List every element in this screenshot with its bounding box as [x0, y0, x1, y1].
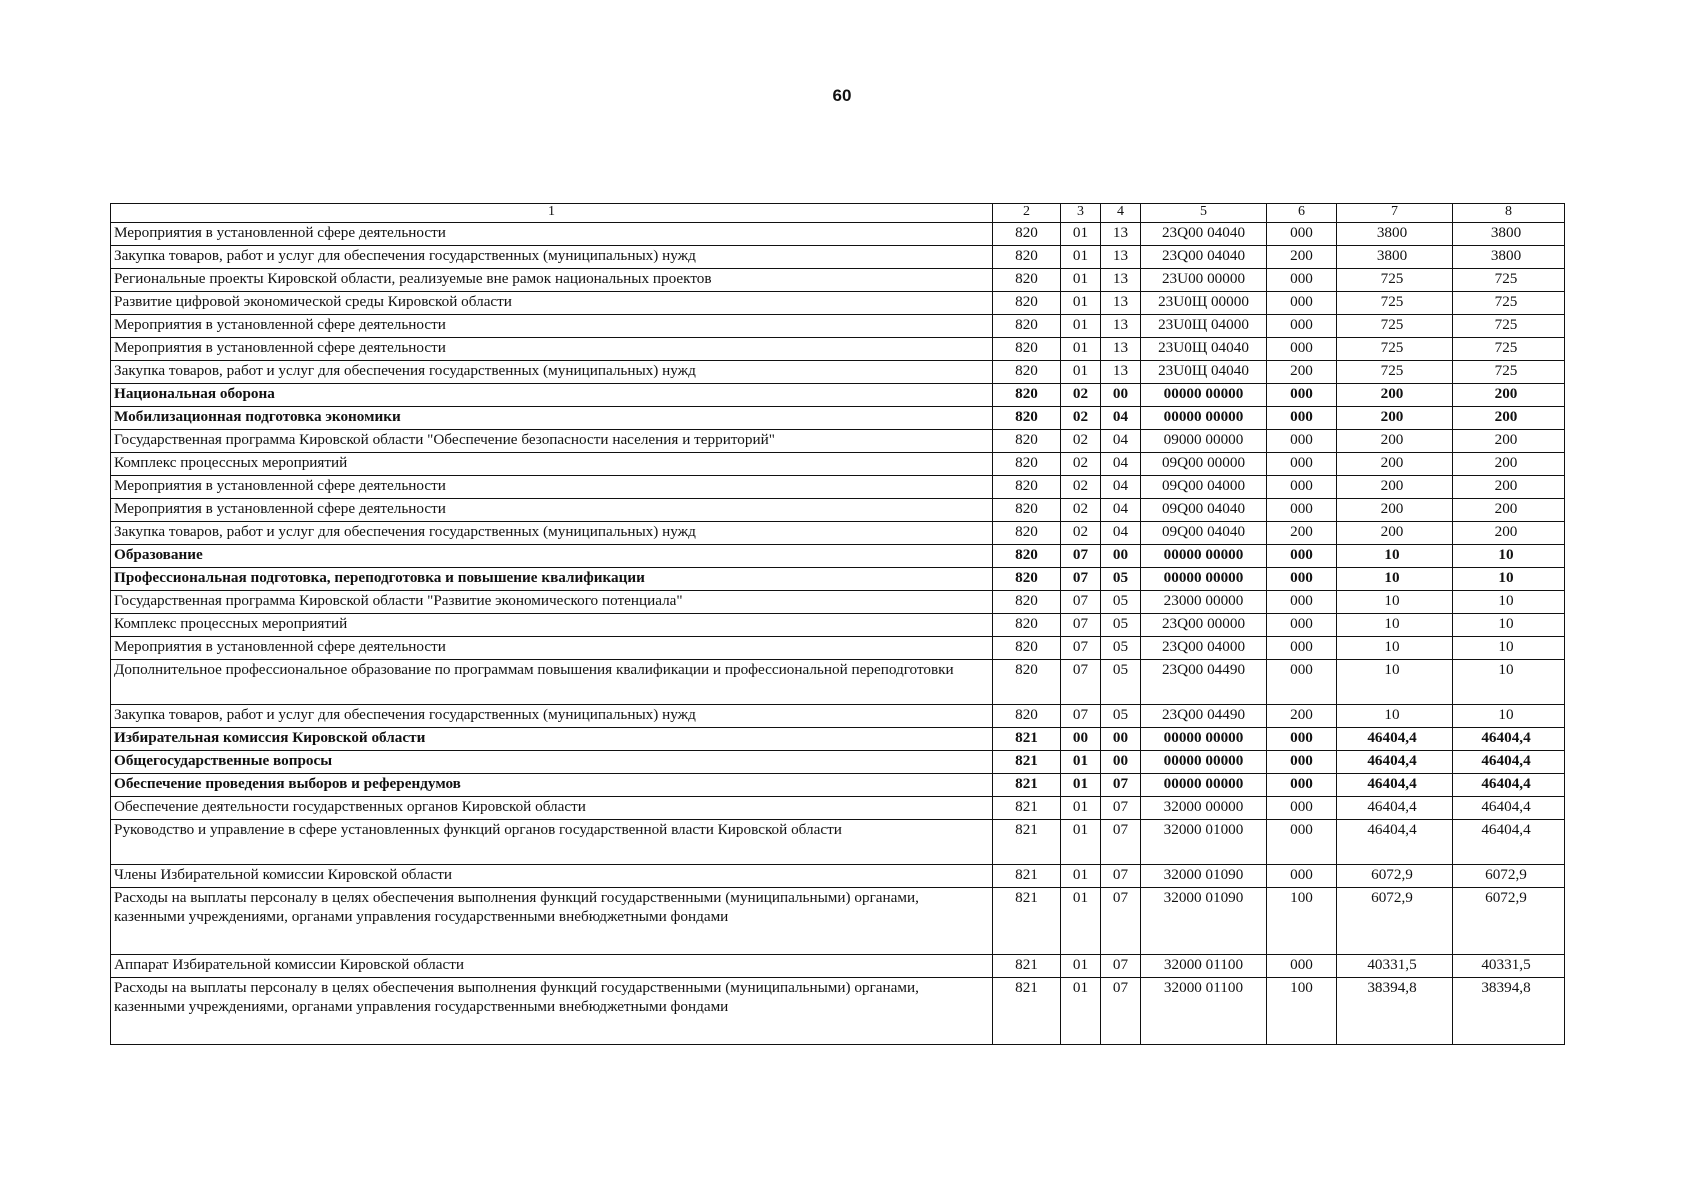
section-code-cell: 01 — [1061, 292, 1101, 315]
amount-col8-cell: 6072,9 — [1453, 865, 1565, 888]
table-body — [111, 204, 1565, 1045]
section-code-cell: 01 — [1061, 361, 1101, 384]
row-name-cell: Мероприятия в установленной сфере деятельности — [111, 315, 993, 338]
column-number-cell: 2 — [993, 204, 1061, 223]
subsection-code-cell: 00 — [1101, 384, 1141, 407]
ministry-code-cell: 820 — [993, 407, 1061, 430]
section-code-cell: 01 — [1061, 820, 1101, 865]
section-code-cell: 02 — [1061, 384, 1101, 407]
amount-col7-cell: 10 — [1337, 614, 1453, 637]
ministry-code-cell: 820 — [993, 246, 1061, 269]
row-name-cell: Обеспечение деятельности государственных органов Кировской области — [111, 797, 993, 820]
target-article-cell: 23000 00000 — [1141, 591, 1267, 614]
row-name-cell: Закупка товаров, работ и услуг для обеспечения государственных (муниципальных) нужд — [111, 705, 993, 728]
target-article-cell: 00000 00000 — [1141, 545, 1267, 568]
subsection-code-cell: 13 — [1101, 246, 1141, 269]
expense-type-cell: 000 — [1267, 591, 1337, 614]
ministry-code-cell: 821 — [993, 797, 1061, 820]
target-article-cell: 23U0Щ 04040 — [1141, 361, 1267, 384]
section-code-cell: 01 — [1061, 978, 1101, 1045]
expense-type-cell: 000 — [1267, 751, 1337, 774]
section-code-cell: 07 — [1061, 568, 1101, 591]
subsection-code-cell: 05 — [1101, 591, 1141, 614]
amount-col7-cell: 200 — [1337, 384, 1453, 407]
amount-col8-cell: 3800 — [1453, 223, 1565, 246]
target-article-cell: 23Q00 00000 — [1141, 614, 1267, 637]
column-number-cell: 8 — [1453, 204, 1565, 223]
row-name-cell: Развитие цифровой экономической среды Кировской области — [111, 292, 993, 315]
ministry-code-cell: 820 — [993, 476, 1061, 499]
ministry-code-cell: 820 — [993, 384, 1061, 407]
row-name-cell: Комплекс процессных мероприятий — [111, 453, 993, 476]
section-code-cell: 02 — [1061, 499, 1101, 522]
row-name-cell: Члены Избирательной комиссии Кировской области — [111, 865, 993, 888]
section-code-cell: 01 — [1061, 888, 1101, 955]
amount-col7-cell: 10 — [1337, 568, 1453, 591]
expense-type-cell: 000 — [1267, 865, 1337, 888]
amount-col7-cell: 46404,4 — [1337, 728, 1453, 751]
expense-type-cell: 000 — [1267, 430, 1337, 453]
row-name-cell: Профессиональная подготовка, переподготовка и повышение квалификации — [111, 568, 993, 591]
subsection-code-cell: 13 — [1101, 292, 1141, 315]
subsection-code-cell: 05 — [1101, 705, 1141, 728]
amount-col8-cell: 200 — [1453, 453, 1565, 476]
subsection-code-cell: 07 — [1101, 955, 1141, 978]
subsection-code-cell: 07 — [1101, 774, 1141, 797]
subsection-code-cell: 04 — [1101, 430, 1141, 453]
amount-col7-cell: 46404,4 — [1337, 797, 1453, 820]
column-number-cell: 6 — [1267, 204, 1337, 223]
ministry-code-cell: 821 — [993, 728, 1061, 751]
row-name-cell: Мероприятия в установленной сфере деятельности — [111, 338, 993, 361]
amount-col7-cell: 725 — [1337, 315, 1453, 338]
section-code-cell: 01 — [1061, 338, 1101, 361]
table-row — [111, 223, 1565, 246]
target-article-cell: 32000 00000 — [1141, 797, 1267, 820]
target-article-cell: 00000 00000 — [1141, 407, 1267, 430]
amount-col8-cell: 200 — [1453, 499, 1565, 522]
subsection-code-cell: 04 — [1101, 499, 1141, 522]
section-code-cell: 02 — [1061, 476, 1101, 499]
column-number-cell: 1 — [111, 204, 993, 223]
row-name-cell: Закупка товаров, работ и услуг для обеспечения государственных (муниципальных) нужд — [111, 522, 993, 545]
subsection-code-cell: 13 — [1101, 269, 1141, 292]
table-row — [111, 955, 1565, 978]
subsection-code-cell: 07 — [1101, 865, 1141, 888]
amount-col7-cell: 46404,4 — [1337, 774, 1453, 797]
row-name-cell: Закупка товаров, работ и услуг для обеспечения государственных (муниципальных) нужд — [111, 361, 993, 384]
section-code-cell: 01 — [1061, 865, 1101, 888]
table-row — [111, 888, 1565, 955]
section-code-cell: 01 — [1061, 955, 1101, 978]
amount-col8-cell: 3800 — [1453, 246, 1565, 269]
amount-col8-cell: 725 — [1453, 361, 1565, 384]
table-row — [111, 568, 1565, 591]
ministry-code-cell: 821 — [993, 751, 1061, 774]
table-row — [111, 614, 1565, 637]
expense-type-cell: 100 — [1267, 978, 1337, 1045]
amount-col7-cell: 725 — [1337, 269, 1453, 292]
ministry-code-cell: 820 — [993, 338, 1061, 361]
expense-type-cell: 200 — [1267, 361, 1337, 384]
amount-col8-cell: 725 — [1453, 269, 1565, 292]
ministry-code-cell: 821 — [993, 978, 1061, 1045]
amount-col7-cell: 10 — [1337, 705, 1453, 728]
table-row — [111, 499, 1565, 522]
section-code-cell: 02 — [1061, 453, 1101, 476]
amount-col8-cell: 46404,4 — [1453, 728, 1565, 751]
table-row — [111, 246, 1565, 269]
amount-col7-cell: 200 — [1337, 499, 1453, 522]
expense-type-cell: 000 — [1267, 223, 1337, 246]
amount-col8-cell: 38394,8 — [1453, 978, 1565, 1045]
expense-type-cell: 000 — [1267, 269, 1337, 292]
ministry-code-cell: 820 — [993, 223, 1061, 246]
section-code-cell: 01 — [1061, 774, 1101, 797]
table-row — [111, 315, 1565, 338]
table-row — [111, 591, 1565, 614]
table-row — [111, 820, 1565, 865]
amount-col7-cell: 200 — [1337, 476, 1453, 499]
expense-type-cell: 000 — [1267, 453, 1337, 476]
section-code-cell: 02 — [1061, 522, 1101, 545]
target-article-cell: 00000 00000 — [1141, 728, 1267, 751]
amount-col7-cell: 46404,4 — [1337, 751, 1453, 774]
expense-type-cell: 000 — [1267, 660, 1337, 705]
amount-col8-cell: 10 — [1453, 568, 1565, 591]
target-article-cell: 09Q00 04000 — [1141, 476, 1267, 499]
table-row — [111, 978, 1565, 1045]
row-name-cell: Общегосударственные вопросы — [111, 751, 993, 774]
row-name-cell: Комплекс процессных мероприятий — [111, 614, 993, 637]
amount-col8-cell: 725 — [1453, 315, 1565, 338]
column-number-cell: 3 — [1061, 204, 1101, 223]
row-name-cell: Мероприятия в установленной сфере деятельности — [111, 223, 993, 246]
table-row — [111, 705, 1565, 728]
target-article-cell: 09Q00 00000 — [1141, 453, 1267, 476]
amount-col7-cell: 38394,8 — [1337, 978, 1453, 1045]
section-code-cell: 07 — [1061, 705, 1101, 728]
section-code-cell: 01 — [1061, 223, 1101, 246]
subsection-code-cell: 13 — [1101, 315, 1141, 338]
target-article-cell: 09Q00 04040 — [1141, 522, 1267, 545]
amount-col7-cell: 200 — [1337, 522, 1453, 545]
target-article-cell: 23U00 00000 — [1141, 269, 1267, 292]
section-code-cell: 01 — [1061, 797, 1101, 820]
expense-type-cell: 000 — [1267, 797, 1337, 820]
amount-col8-cell: 40331,5 — [1453, 955, 1565, 978]
row-name-cell: Расходы на выплаты персоналу в целях обеспечения выполнения функций государственными (муниципальными) органами, казенными учреждениями, органами управления государственными внебюджетными фондами — [111, 888, 993, 955]
subsection-code-cell: 05 — [1101, 614, 1141, 637]
amount-col8-cell: 10 — [1453, 545, 1565, 568]
expense-type-cell: 000 — [1267, 407, 1337, 430]
table-row — [111, 660, 1565, 705]
row-name-cell: Национальная оборона — [111, 384, 993, 407]
subsection-code-cell: 13 — [1101, 223, 1141, 246]
table-row — [111, 522, 1565, 545]
target-article-cell: 23Q00 04040 — [1141, 246, 1267, 269]
table-row — [111, 476, 1565, 499]
expense-type-cell: 200 — [1267, 522, 1337, 545]
amount-col8-cell: 725 — [1453, 292, 1565, 315]
ministry-code-cell: 821 — [993, 774, 1061, 797]
amount-col7-cell: 10 — [1337, 660, 1453, 705]
ministry-code-cell: 820 — [993, 591, 1061, 614]
ministry-code-cell: 820 — [993, 545, 1061, 568]
subsection-code-cell: 00 — [1101, 751, 1141, 774]
subsection-code-cell: 00 — [1101, 545, 1141, 568]
expense-type-cell: 000 — [1267, 384, 1337, 407]
row-name-cell: Обеспечение проведения выборов и референдумов — [111, 774, 993, 797]
ministry-code-cell: 820 — [993, 292, 1061, 315]
section-code-cell: 02 — [1061, 407, 1101, 430]
row-name-cell: Государственная программа Кировской области "Обеспечение безопасности населения и территорий" — [111, 430, 993, 453]
budget-table — [110, 203, 1565, 1045]
row-name-cell: Аппарат Избирательной комиссии Кировской области — [111, 955, 993, 978]
amount-col8-cell: 10 — [1453, 637, 1565, 660]
ministry-code-cell: 820 — [993, 430, 1061, 453]
target-article-cell: 23Q00 04490 — [1141, 705, 1267, 728]
table-row — [111, 751, 1565, 774]
ministry-code-cell: 820 — [993, 315, 1061, 338]
row-name-cell: Дополнительное профессиональное образование по программам повышения квалификации и профессиональной переподготовки — [111, 660, 993, 705]
ministry-code-cell: 821 — [993, 955, 1061, 978]
amount-col8-cell: 46404,4 — [1453, 820, 1565, 865]
column-number-row — [111, 204, 1565, 223]
subsection-code-cell: 13 — [1101, 361, 1141, 384]
section-code-cell: 07 — [1061, 545, 1101, 568]
expense-type-cell: 100 — [1267, 888, 1337, 955]
table-row — [111, 269, 1565, 292]
ministry-code-cell: 820 — [993, 568, 1061, 591]
row-name-cell: Образование — [111, 545, 993, 568]
section-code-cell: 07 — [1061, 660, 1101, 705]
section-code-cell: 07 — [1061, 637, 1101, 660]
amount-col8-cell: 200 — [1453, 384, 1565, 407]
amount-col7-cell: 3800 — [1337, 246, 1453, 269]
target-article-cell: 23U0Щ 04040 — [1141, 338, 1267, 361]
row-name-cell: Мероприятия в установленной сфере деятельности — [111, 476, 993, 499]
target-article-cell: 00000 00000 — [1141, 384, 1267, 407]
expense-type-cell: 000 — [1267, 614, 1337, 637]
target-article-cell: 00000 00000 — [1141, 568, 1267, 591]
row-name-cell: Закупка товаров, работ и услуг для обеспечения государственных (муниципальных) нужд — [111, 246, 993, 269]
amount-col8-cell: 200 — [1453, 430, 1565, 453]
expense-type-cell: 000 — [1267, 637, 1337, 660]
subsection-code-cell: 04 — [1101, 476, 1141, 499]
table-row — [111, 338, 1565, 361]
expense-type-cell: 000 — [1267, 476, 1337, 499]
table-row — [111, 292, 1565, 315]
table-row — [111, 361, 1565, 384]
amount-col7-cell: 40331,5 — [1337, 955, 1453, 978]
amount-col7-cell: 10 — [1337, 637, 1453, 660]
table-row — [111, 384, 1565, 407]
amount-col7-cell: 725 — [1337, 361, 1453, 384]
column-number-cell: 4 — [1101, 204, 1141, 223]
amount-col8-cell: 725 — [1453, 338, 1565, 361]
amount-col8-cell: 10 — [1453, 660, 1565, 705]
target-article-cell: 00000 00000 — [1141, 751, 1267, 774]
subsection-code-cell: 04 — [1101, 453, 1141, 476]
column-number-cell: 7 — [1337, 204, 1453, 223]
target-article-cell: 23Q00 04490 — [1141, 660, 1267, 705]
table-row — [111, 637, 1565, 660]
expense-type-cell: 000 — [1267, 315, 1337, 338]
amount-col8-cell: 200 — [1453, 522, 1565, 545]
amount-col7-cell: 725 — [1337, 292, 1453, 315]
section-code-cell: 00 — [1061, 728, 1101, 751]
section-code-cell: 01 — [1061, 246, 1101, 269]
amount-col8-cell: 10 — [1453, 591, 1565, 614]
subsection-code-cell: 04 — [1101, 522, 1141, 545]
section-code-cell: 07 — [1061, 591, 1101, 614]
subsection-code-cell: 05 — [1101, 637, 1141, 660]
subsection-code-cell: 07 — [1101, 797, 1141, 820]
table-row — [111, 453, 1565, 476]
subsection-code-cell: 07 — [1101, 820, 1141, 865]
subsection-code-cell: 04 — [1101, 407, 1141, 430]
target-article-cell: 32000 01090 — [1141, 865, 1267, 888]
amount-col8-cell: 200 — [1453, 476, 1565, 499]
target-article-cell: 23Q00 04040 — [1141, 223, 1267, 246]
amount-col7-cell: 200 — [1337, 453, 1453, 476]
amount-col8-cell: 46404,4 — [1453, 774, 1565, 797]
expense-type-cell: 000 — [1267, 545, 1337, 568]
table-row — [111, 545, 1565, 568]
table-row — [111, 865, 1565, 888]
expense-type-cell: 000 — [1267, 728, 1337, 751]
expense-type-cell: 000 — [1267, 820, 1337, 865]
target-article-cell: 32000 01000 — [1141, 820, 1267, 865]
ministry-code-cell: 820 — [993, 614, 1061, 637]
ministry-code-cell: 820 — [993, 499, 1061, 522]
row-name-cell: Мероприятия в установленной сфере деятельности — [111, 499, 993, 522]
table-row — [111, 407, 1565, 430]
subsection-code-cell: 07 — [1101, 888, 1141, 955]
section-code-cell: 01 — [1061, 315, 1101, 338]
row-name-cell: Мобилизационная подготовка экономики — [111, 407, 993, 430]
page-number: 60 — [832, 86, 852, 105]
expense-type-cell: 000 — [1267, 774, 1337, 797]
expense-type-cell: 200 — [1267, 705, 1337, 728]
column-number-cell: 5 — [1141, 204, 1267, 223]
ministry-code-cell: 820 — [993, 705, 1061, 728]
ministry-code-cell: 821 — [993, 820, 1061, 865]
amount-col7-cell: 46404,4 — [1337, 820, 1453, 865]
target-article-cell: 32000 01090 — [1141, 888, 1267, 955]
section-code-cell: 02 — [1061, 430, 1101, 453]
target-article-cell: 23U0Щ 00000 — [1141, 292, 1267, 315]
amount-col7-cell: 10 — [1337, 591, 1453, 614]
section-code-cell: 01 — [1061, 269, 1101, 292]
amount-col8-cell: 46404,4 — [1453, 797, 1565, 820]
subsection-code-cell: 13 — [1101, 338, 1141, 361]
amount-col7-cell: 3800 — [1337, 223, 1453, 246]
amount-col7-cell: 6072,9 — [1337, 888, 1453, 955]
ministry-code-cell: 821 — [993, 888, 1061, 955]
amount-col8-cell: 10 — [1453, 614, 1565, 637]
expense-type-cell: 200 — [1267, 246, 1337, 269]
table-row — [111, 728, 1565, 751]
target-article-cell: 32000 01100 — [1141, 955, 1267, 978]
target-article-cell: 32000 01100 — [1141, 978, 1267, 1045]
ministry-code-cell: 820 — [993, 637, 1061, 660]
target-article-cell: 23U0Щ 04000 — [1141, 315, 1267, 338]
table-row — [111, 430, 1565, 453]
subsection-code-cell: 07 — [1101, 978, 1141, 1045]
expense-type-cell: 000 — [1267, 292, 1337, 315]
target-article-cell: 09Q00 04040 — [1141, 499, 1267, 522]
amount-col8-cell: 10 — [1453, 705, 1565, 728]
ministry-code-cell: 820 — [993, 269, 1061, 292]
subsection-code-cell: 05 — [1101, 568, 1141, 591]
amount-col7-cell: 200 — [1337, 430, 1453, 453]
target-article-cell: 00000 00000 — [1141, 774, 1267, 797]
ministry-code-cell: 820 — [993, 522, 1061, 545]
ministry-code-cell: 820 — [993, 453, 1061, 476]
row-name-cell: Государственная программа Кировской области "Развитие экономического потенциала" — [111, 591, 993, 614]
expense-type-cell: 000 — [1267, 955, 1337, 978]
section-code-cell: 07 — [1061, 614, 1101, 637]
amount-col7-cell: 725 — [1337, 338, 1453, 361]
amount-col8-cell: 6072,9 — [1453, 888, 1565, 955]
row-name-cell: Расходы на выплаты персоналу в целях обеспечения выполнения функций государственными (муниципальными) органами, казенными учреждениями, органами управления государственными внебюджетными фондами — [111, 978, 993, 1045]
ministry-code-cell: 821 — [993, 865, 1061, 888]
amount-col7-cell: 6072,9 — [1337, 865, 1453, 888]
ministry-code-cell: 820 — [993, 361, 1061, 384]
table-row — [111, 797, 1565, 820]
row-name-cell: Региональные проекты Кировской области, реализуемые вне рамок национальных проектов — [111, 269, 993, 292]
row-name-cell: Мероприятия в установленной сфере деятельности — [111, 637, 993, 660]
subsection-code-cell: 05 — [1101, 660, 1141, 705]
amount-col8-cell: 46404,4 — [1453, 751, 1565, 774]
expense-type-cell: 000 — [1267, 499, 1337, 522]
row-name-cell: Избирательная комиссия Кировской области — [111, 728, 993, 751]
target-article-cell: 09000 00000 — [1141, 430, 1267, 453]
amount-col7-cell: 10 — [1337, 545, 1453, 568]
row-name-cell: Руководство и управление в сфере установленных функций органов государственной власти Кировской области — [111, 820, 993, 865]
expense-type-cell: 000 — [1267, 338, 1337, 361]
amount-col7-cell: 200 — [1337, 407, 1453, 430]
section-code-cell: 01 — [1061, 751, 1101, 774]
table-row — [111, 774, 1565, 797]
amount-col8-cell: 200 — [1453, 407, 1565, 430]
target-article-cell: 23Q00 04000 — [1141, 637, 1267, 660]
subsection-code-cell: 00 — [1101, 728, 1141, 751]
ministry-code-cell: 820 — [993, 660, 1061, 705]
expense-type-cell: 000 — [1267, 568, 1337, 591]
